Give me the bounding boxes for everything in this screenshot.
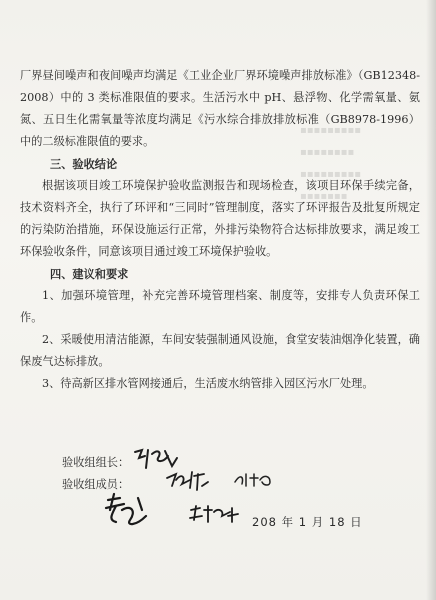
- page-edge-shadow: [426, 0, 436, 600]
- recommendation-item: 3、待高新区排水管网接通后，生活废水纳管排入园区污水厂处理。: [42, 377, 374, 390]
- section-3-body: 根据该项目竣工环境保护验收监测报告和现场检查，该项目环保手续完备，技术资料齐全，执行了环评和“三同时”管理制度，落实了环评报告及批复所规定的污染防治措施，环保设施运行正常，外排污染物符合达标排放要求，满足竣工环保验收条件，同意该项目通过竣工环境保护验收。: [20, 179, 420, 258]
- signing-date: 208 年 1 月 18 日: [252, 515, 363, 529]
- bleed-through-text: ▪▪▪▪▪▪▪▪▪ ▪▪▪▪▪▪▪▪ ▪▪▪▪▪▪▪▪▪ ▪▪▪▪▪▪▪: [300, 125, 361, 202]
- leader-signature-line: [62, 454, 422, 470]
- recommendation-item: 2、采暖使用清洁能源，车间安装强制通风设施，食堂安装油烟净化装置，确保废气达标排放。: [20, 333, 420, 368]
- recommendation-item: 1、加强环境管理，补充完善环境管理档案、制度等，安排专人负责环保工作。: [20, 289, 420, 324]
- members-label: 验收组成员：: [62, 478, 130, 491]
- signature-member-2-handwriting: [232, 470, 274, 490]
- paragraph-intro: 厂界昼间噪声和夜间噪声均满足《工业企业厂界环境噪声排放标准》（GB12348-2008）中的 3 类标准限值的要求。生活污水中 pH、悬浮物、化学需氧量、氨氮、五日生化需氧量等浓度均满足《污水综合排放排放标准（GB8978-1996）中的二级标准限值的要求。: [20, 69, 420, 148]
- signature-member-3-handwriting: [102, 492, 154, 532]
- signature-member-1-handwriting: [164, 468, 210, 494]
- signature-member-4-handwriting: [188, 504, 240, 526]
- document-body: [20, 65, 420, 395]
- leader-label: 验收组组长：: [62, 456, 130, 469]
- section-4-heading: 四、建议和要求: [50, 267, 129, 281]
- section-3-heading: 三、验收结论: [50, 157, 118, 171]
